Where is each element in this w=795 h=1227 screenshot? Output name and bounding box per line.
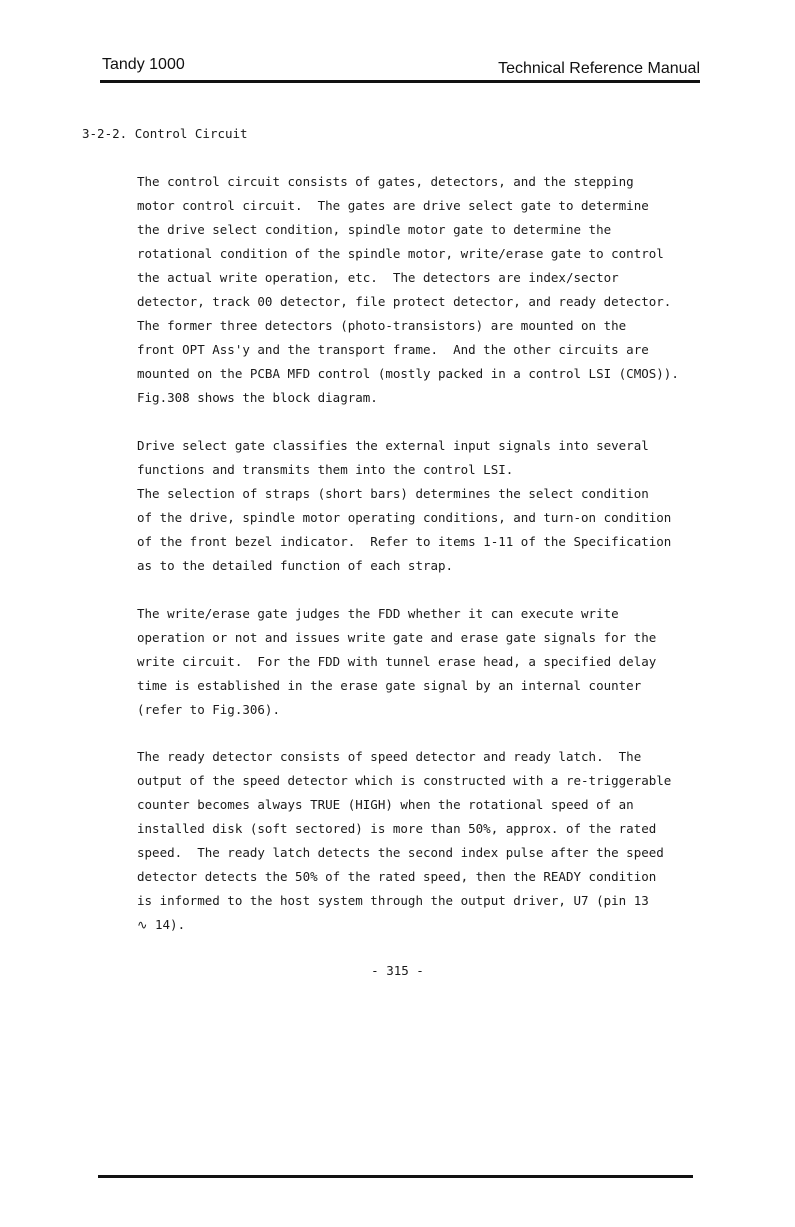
text-line: detector detects the 50% of the rated speed, then the READY condition (137, 869, 657, 884)
text-line: The ready detector consists of speed detector and ready latch. The (137, 749, 642, 764)
text-line: mounted on the PCBA MFD control (mostly packed in a control LSI (CMOS)). (137, 366, 679, 381)
paragraph-drive-select-gate (137, 434, 717, 578)
text-line: Drive select gate classifies the external input signals into several (137, 438, 649, 453)
text-line: as to the detailed function of each strap. (137, 558, 454, 573)
text-line: installed disk (soft sectored) is more than 50%, approx. of the rated (137, 821, 657, 836)
section-number: 3-2-2. (82, 126, 128, 141)
text-line: of the front bezel indicator. Refer to items 1-11 of the Specification (137, 534, 672, 549)
paragraph-ready-detector (137, 745, 717, 937)
page-number: - 315 - (371, 963, 424, 978)
section-heading (82, 126, 248, 141)
text-line: motor control circuit. The gates are drive select gate to determine (137, 198, 649, 213)
text-line: functions and transmits them into the control LSI. (137, 462, 514, 477)
paragraph-control-circuit-overview (137, 170, 717, 410)
header-rule (100, 80, 700, 83)
text-line: front OPT Ass'y and the transport frame. And the other circuits are (137, 342, 649, 357)
text-line: (refer to Fig.306). (137, 702, 280, 717)
text-line: the drive select condition, spindle motor gate to determine the (137, 222, 612, 237)
section-title: Control Circuit (134, 126, 248, 141)
text-line: output of the speed detector which is constructed with a re-triggerable (137, 773, 672, 788)
footer-rule (98, 1175, 693, 1178)
text-line: The selection of straps (short bars) determines the select condition (137, 486, 649, 501)
text-line: The control circuit consists of gates, detectors, and the stepping (137, 174, 634, 189)
text-line: detector, track 00 detector, file protect detector, and ready detector. (137, 294, 672, 309)
text-line: time is established in the erase gate signal by an internal counter (137, 678, 642, 693)
text-line: write circuit. For the FDD with tunnel erase head, a specified delay (137, 654, 657, 669)
text-line: counter becomes always TRUE (HIGH) when the rotational speed of an (137, 797, 634, 812)
text-line: ∿ 14). (137, 917, 186, 932)
text-line: the actual write operation, etc. The detectors are index/sector (137, 270, 619, 285)
text-line: of the drive, spindle motor operating conditions, and turn-on condition (137, 510, 672, 525)
text-line: Fig.308 shows the block diagram. (137, 390, 378, 405)
text-line: operation or not and issues write gate and erase gate signals for the (137, 630, 657, 645)
running-header-title: Tandy 1000 (102, 56, 185, 73)
text-line: rotational condition of the spindle motor, write/erase gate to control (137, 246, 664, 261)
text-line: speed. The ready latch detects the second index pulse after the speed (137, 845, 664, 860)
running-header-manual-name: Technical Reference Manual (498, 60, 700, 77)
text-line: The former three detectors (photo-transistors) are mounted on the (137, 318, 627, 333)
text-line: The write/erase gate judges the FDD whether it can execute write (137, 606, 619, 621)
paragraph-write-erase-gate (137, 602, 717, 722)
text-line: is informed to the host system through the output driver, U7 (pin 13 (137, 893, 649, 908)
